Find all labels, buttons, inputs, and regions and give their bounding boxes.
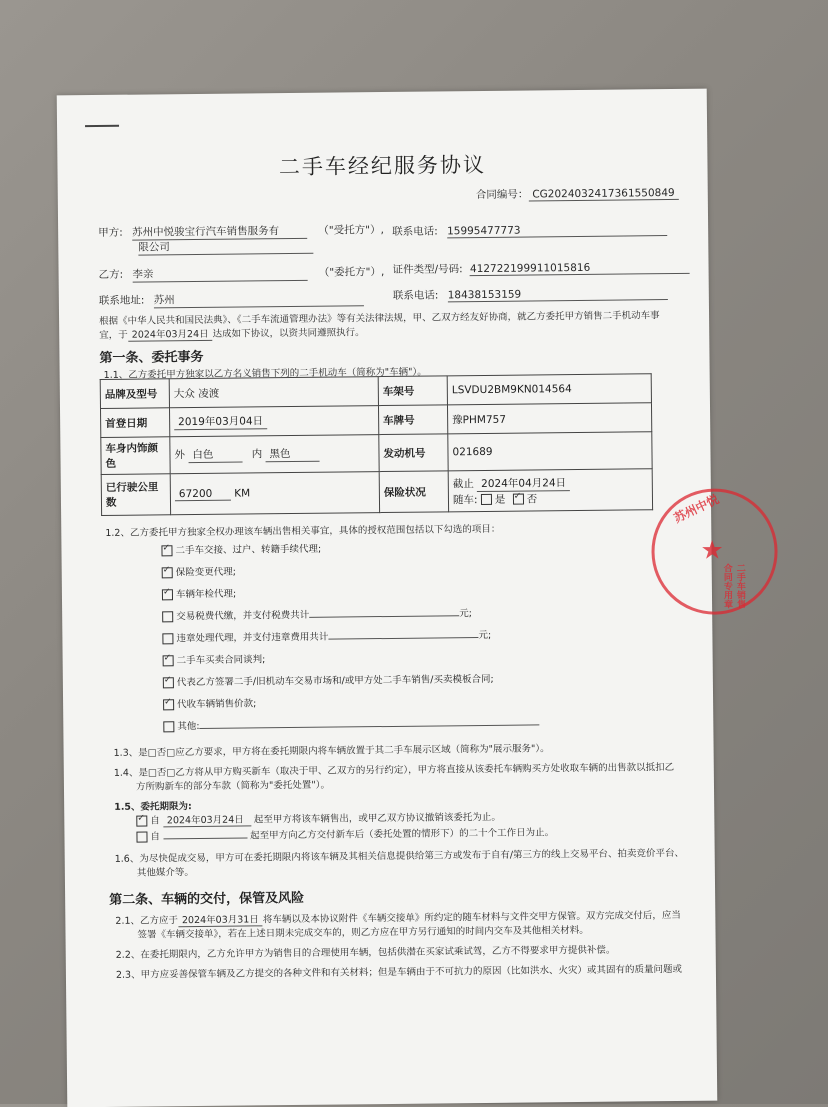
clause-2-2: 2.2、在委托期限内，乙方允许甲方为销售目的合理使用车辆，包括供潜在买家试乘试驾，乙方不得要求甲方提供补偿。	[115, 944, 616, 961]
option-7: ✓代表乙方签署二手/旧机动车交易市场和/或甲方处二手车销售/买卖模板合同;	[163, 671, 494, 688]
clause-1-5-option-a: ✓自 2024年03月24日 起至甲方将该车辆售出，或甲乙双方协议撤销该委托为止。	[136, 809, 501, 828]
party-a-phone: 联系电话: 15995477773	[392, 221, 667, 239]
option-8: ✓代收车辆销售价款;	[163, 695, 256, 710]
top-dash-mark	[85, 125, 119, 127]
plate-label: 车牌号	[378, 405, 447, 435]
option-5: 违章处理代理，并支付违章费用共计 元;	[162, 627, 491, 644]
option-4: 交易税费代缴，并支付税费共计 元;	[162, 605, 472, 622]
preamble-line-1: 根据《中华人民共和国民法典》、《二手车流通管理办法》等有关法律法规，甲、乙双方经友好协商，就乙方委托甲方销售二手机动车事	[99, 310, 660, 327]
option-6: ✓二手车买卖合同谈判;	[163, 651, 266, 666]
option-2-checkbox[interactable]	[162, 567, 173, 578]
option-5-checkbox[interactable]	[162, 633, 173, 644]
engine-value: 021689	[448, 432, 652, 471]
clause-1-6-line-2: 其他媒介等。	[136, 867, 194, 879]
preamble-line-2: 宜，于 2024年03月24日 达成如下协议，以资共同遵照执行。	[99, 327, 365, 341]
clause-2-1-line-2: 签署《车辆交接单》，若在上述日期未完成交车的，则乙方应在甲方另行通知的时间内交车及其他相关材料。	[137, 924, 589, 941]
company-seal-stamp: 苏州中悦 ★ 二手车销售合同专用章	[651, 488, 778, 615]
term-option-a-checkbox[interactable]	[136, 816, 147, 827]
clause-1-4-line-2: 方所购新车的部分车款（简称为"委托处置"）。	[135, 779, 331, 793]
option-1-checkbox[interactable]	[161, 545, 172, 556]
term-option-b-checkbox[interactable]	[136, 832, 147, 843]
clause-1-4-line-1: 1.4、是□否□乙方将从甲方购买新车（取决于甲、乙双方的另行约定），甲方将直接从该委托车辆购买方处收取车辆的出售款以抵扣乙	[113, 762, 675, 779]
engine-label: 发动机号	[379, 434, 448, 472]
party-b-phone: 联系电话: 18438153159	[393, 285, 668, 303]
section-1-heading: 第一条、委托事务	[99, 349, 204, 366]
insurance-label: 保险状况	[379, 471, 448, 513]
party-b-id: 证件类型/号码: 412722199911015816	[392, 259, 690, 277]
clause-1-5-option-b: 自 起至甲方向乙方交付新车后（委托处置的情形下）的二十个工作日为止。	[136, 824, 554, 842]
option-9: 其他:	[163, 714, 539, 732]
color-label: 车身内饰颜色	[101, 437, 170, 475]
clause-2-1-line-1: 2.1、乙方应于 2024年03月31日 将车辆以及本协议附件《车辆交接单》所约定的随车材料与文件交甲方保管。双方完成交付后，应当	[115, 909, 681, 927]
plate-value: 豫PHM757	[447, 403, 651, 434]
color-value: 外 白色 内 黑色	[170, 435, 379, 474]
reg-date-value: 2019年03月04日	[169, 406, 378, 437]
clause-1-3: 1.3、是□否□应乙方要求，甲方将在委托期限内将车辆放置于其二手车展示区域（简称为"展示服务"）。	[113, 743, 550, 759]
party-a-row: 甲方: 苏州中悦骏宝行汽车销售服务有 （"受托方"）,	[98, 224, 384, 240]
address-row: 联系地址: 苏州	[99, 290, 364, 309]
with-car-no-checkbox[interactable]	[513, 494, 524, 505]
vin-value: LSVDU2BM9KN014564	[447, 374, 651, 405]
section-2-heading: 第二条、车辆的交付，保管及风险	[109, 890, 305, 908]
mileage-value: 67200 KM	[170, 472, 379, 515]
clause-1-6-line-1: 1.6、为尽快促成交易，甲方可在委托期限内将该车辆及其相关信息提供给第三方或发布于自有/第三方的线上交易平台、拍卖竞价平台、	[114, 847, 685, 865]
document-title: 二手车经纪服务协议	[278, 152, 487, 180]
vehicle-info-table	[100, 373, 653, 516]
option-3: ✓车辆年检代理;	[162, 586, 236, 601]
clause-1-1: 1.1、乙方委托甲方独家以乙方名义销售下列的二手机动车（简称为"车辆"）。	[103, 366, 427, 381]
brand-label: 品牌及型号	[100, 379, 169, 409]
clause-1-5-title: 1.5、委托期限为:	[114, 801, 192, 813]
option-6-checkbox[interactable]	[163, 655, 174, 666]
clause-1-2: 1.2、乙方委托甲方独家全权办理该车辆出售相关事宜，具体的授权范围包括以下勾选的项目：	[105, 523, 501, 539]
party-b-row: 乙方: 李亲 （"委托方"）,	[98, 266, 385, 282]
contract-number: 合同编号： CG20240324173615508​49	[476, 185, 679, 202]
clause-2-3: 2.3、甲方应妥善保管车辆及乙方提交的各种文件和有关材料；但是车辆由于不可抗力的原因（比如洪水、火灾）或其固有的质量问题或	[115, 963, 683, 981]
reg-date-label: 首登日期	[100, 408, 169, 438]
option-1: ✓二手车交接、过户、转籍手续代理;	[161, 541, 321, 557]
mileage-label: 已行驶公里数	[101, 474, 170, 516]
option-4-checkbox[interactable]	[162, 611, 173, 622]
brand-value: 大众 凌渡	[169, 377, 378, 408]
option-7-checkbox[interactable]	[163, 677, 174, 688]
insurance-value: 截止 2024年04月24日 随车: 是 ✓ 否	[448, 469, 652, 512]
option-9-checkbox[interactable]	[163, 721, 174, 732]
option-8-checkbox[interactable]	[163, 699, 174, 710]
option-2: ✓保险变更代理;	[162, 564, 236, 579]
option-3-checkbox[interactable]	[162, 589, 173, 600]
party-a-name-cont: 限公司	[138, 238, 313, 256]
vin-label: 车架号	[378, 376, 447, 406]
with-car-yes-checkbox[interactable]	[481, 494, 492, 505]
contract-paper	[57, 89, 746, 1107]
